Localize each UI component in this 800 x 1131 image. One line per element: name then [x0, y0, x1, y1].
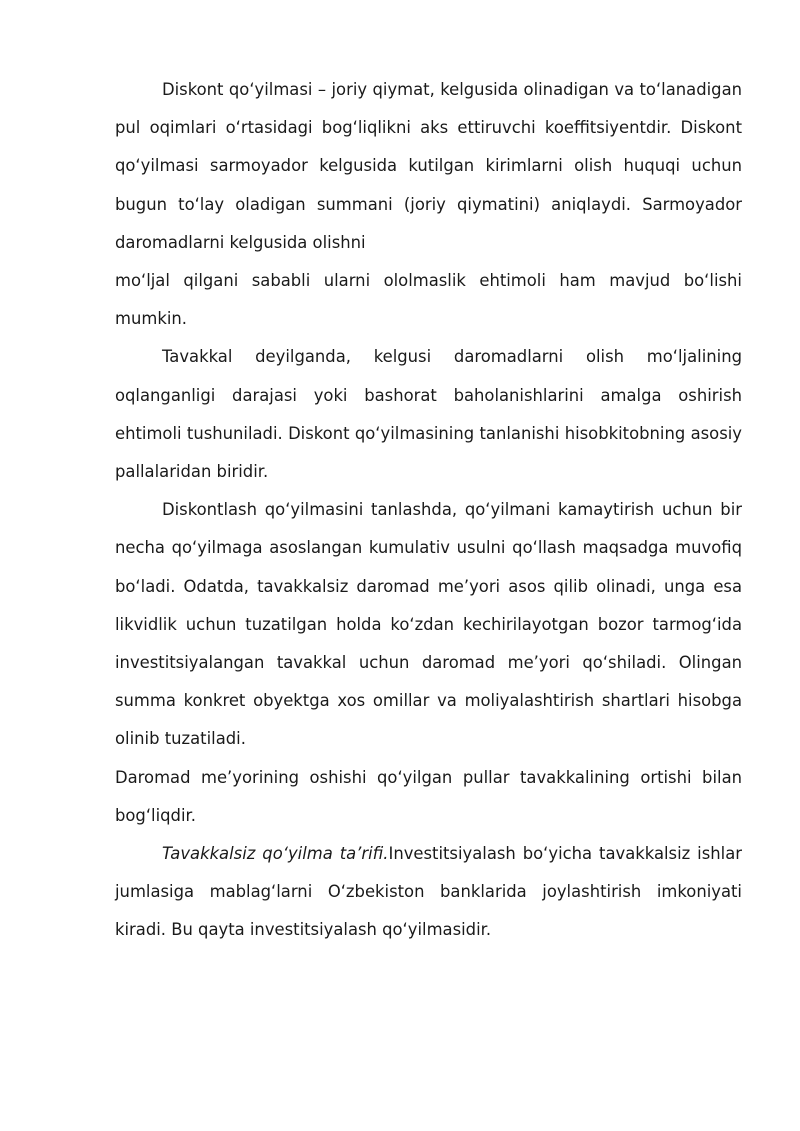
- document-page: [115, 71, 742, 950]
- paragraph-income-rate: Daromad me’yorining oshishi qo‘yilgan pullar tavakkalining ortishi bilan bog‘liqdir.: [115, 767, 742, 825]
- paragraph-riskless-rate: [115, 835, 742, 950]
- paragraph-discount-rate: [115, 71, 742, 338]
- riskless-rate-definition-text: Investitsiyalash bo‘yicha tavakkalsiz ishlar jumlasiga mablag‘larni O‘zbekiston banklarida joylashtirish imkoniyati kiradi. Bu qayta investitsiyalash qo‘yilmasidir.: [115, 844, 742, 940]
- riskless-rate-definition-term: Tavakkalsiz qo‘yilma ta’rifi.: [162, 844, 389, 864]
- paragraph-discounting-rate-choice: Diskontlash qo‘yilmasini tanlashda, qo‘yilmani kamaytirish uchun bir necha qo‘yilmaga asoslangan kumulativ usulni qo‘llash maqsadga muvofiq bo‘ladi. Odatda, tavakkalsiz daromad me’yori asos qilib olinadi, unga esa likvidlik uchun tuzatilgan holda ko‘zdan kechirilayotgan bozor tarmog‘ida investitsiyalangan tavakkal uchun daromad me’yori qo‘shiladi. Olingan summa konkret obyektga xos omillar va moliyalashtirish shartlari hisobga olinib tuzatiladi.: [115, 500, 742, 749]
- paragraph-risk: Tavakkal deyilganda, kelgusi daromadlarni olish mo‘ljalining oqlanganligi darajasi yoki bashorat baholanishlarini amalga oshirish ehtimoli tushuniladi. Diskont qo‘yilmasining tanlanishi hisobkitobning asosiy pallalaridan biridir.: [115, 347, 742, 482]
- paragraph-discount-rate-part-2: mo‘ljal qilgani sababli ularni ololmaslik ehtimoli ham mavjud bo‘lishi mumkin.: [115, 271, 742, 329]
- paragraph-discount-rate-part-1: Diskont qo‘yilmasi – joriy qiymat, kelgusida olinadigan va to‘lanadigan pul oqimlari o‘rtasidagi bog‘liqlikni aks ettiruvchi koeffitsiyentdir. Diskont qo‘yilmasi sarmoyador kelgusida kutilgan kirimlarni olish huquqi uchun bugun to‘lay oladigan summani (joriy qiymatini) aniqlaydi. Sarmoyador daromadlarni kelgusida olishni: [115, 80, 742, 252]
